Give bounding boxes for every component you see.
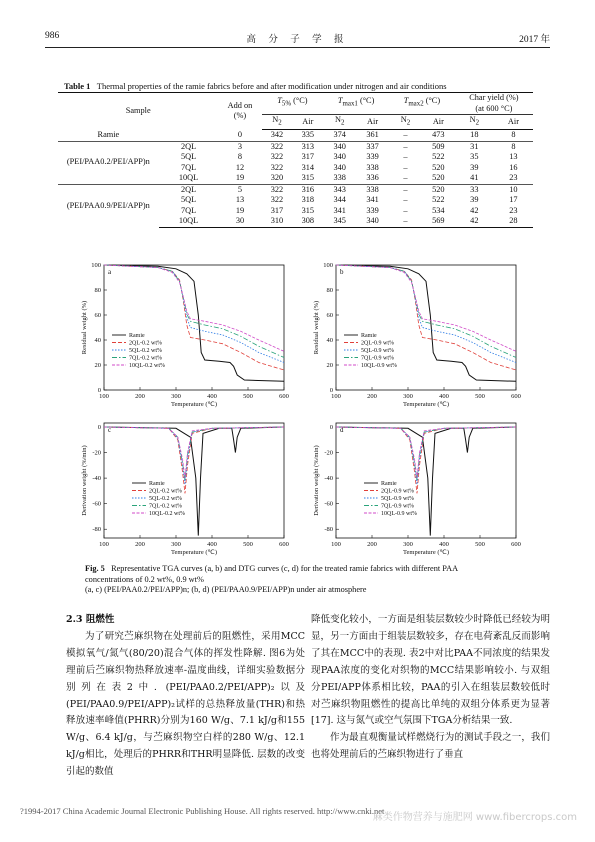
panel-letter: d xyxy=(340,426,344,434)
legend-entry: Ramie xyxy=(149,481,165,487)
x-tick-label: 600 xyxy=(279,393,289,400)
table-cell: 341 xyxy=(333,205,346,215)
table-cell: 340 xyxy=(323,141,356,152)
x-tick-label: 500 xyxy=(243,393,253,400)
table-cell: 315 xyxy=(301,173,315,183)
y-tick-label: 0 xyxy=(329,424,333,431)
table-cell: 7QL xyxy=(180,162,197,172)
table-cell: 522 xyxy=(432,195,445,205)
table-cell: 342 xyxy=(270,130,284,140)
y-axis-label: Derivation weight (%/min) xyxy=(81,445,88,516)
table-cell: 509 xyxy=(422,141,455,152)
table-cell: 39 xyxy=(470,162,479,172)
y-axis-label: Residual weight (%) xyxy=(81,300,88,355)
table-cell: 19 xyxy=(235,173,245,183)
table-cell: 520 xyxy=(432,173,445,183)
legend-entry: 10QL-0.2 wt% xyxy=(129,363,165,369)
table-cell: 41 xyxy=(470,173,479,183)
table-cell: – xyxy=(403,195,408,205)
x-tick-label: 500 xyxy=(475,393,485,400)
thermal-properties-table xyxy=(58,92,533,228)
x-tick-label: 100 xyxy=(99,541,109,548)
y-tick-label: -80 xyxy=(324,526,333,534)
y-tick-label: -60 xyxy=(92,500,101,508)
table-cell: 340 xyxy=(333,152,346,162)
panel-c xyxy=(81,423,289,556)
legend-entry: Ramie xyxy=(381,481,397,487)
running-header xyxy=(45,31,550,45)
y-tick-label: 60 xyxy=(94,312,101,319)
panel-letter: a xyxy=(108,268,112,276)
table-cell: 341 xyxy=(366,195,379,205)
table-cell: 320 xyxy=(270,173,284,183)
x-tick-label: 100 xyxy=(331,393,341,400)
table-cell: 322 xyxy=(262,141,293,152)
legend-entry: 10QL-0.9 wt% xyxy=(361,363,397,369)
table-cell: 339 xyxy=(366,205,379,215)
table-cell: 23 xyxy=(509,205,518,215)
table-cell: 5QL xyxy=(180,195,197,205)
table-cell: 10QL xyxy=(159,216,219,227)
x-axis-label: Temperature (℃) xyxy=(402,401,450,408)
table-cell: 10QL xyxy=(178,173,199,183)
table-cell: Ramie xyxy=(97,129,120,139)
table-cell: 39 xyxy=(470,195,479,205)
table-cell: 10 xyxy=(494,184,533,195)
legend-entry: 2QL-0.9 wt% xyxy=(361,340,394,347)
table-cell xyxy=(159,130,219,142)
table-cell: 317 xyxy=(270,205,284,215)
table-cell: 361 xyxy=(366,130,379,140)
table-cell: 8 xyxy=(494,141,533,152)
legend-entry: Ramie xyxy=(129,333,145,339)
year: 2017 年 xyxy=(519,35,550,45)
y-tick-label: -40 xyxy=(324,475,333,483)
table-cell: 473 xyxy=(432,130,445,140)
table-cell: 337 xyxy=(356,141,389,152)
copyright-footer: ?1994-2017 China Academic Journal Electronic Publishing House. All rights reserved. http://www.cnki.net xyxy=(20,806,385,816)
header-tmax1: $T_{max1}$ (°C) xyxy=(323,93,389,115)
legend-entry: 2QL-0.9 wt% xyxy=(381,488,414,495)
page-number: 986 xyxy=(45,31,60,41)
panel-b xyxy=(313,262,521,408)
x-tick-label: 400 xyxy=(439,541,449,548)
table-caption-text: Thermal properties of the ramie fabrics before and after modification under nitrogen and air conditions xyxy=(96,81,447,91)
x-tick-label: 400 xyxy=(439,393,449,400)
table-cell: 28 xyxy=(494,216,533,227)
table-cell: 317 xyxy=(301,152,315,162)
table-cell: 8 xyxy=(511,130,516,140)
x-tick-label: 600 xyxy=(511,393,521,400)
table-cell: 12 xyxy=(235,162,245,172)
header-rule xyxy=(45,47,550,48)
panel-letter: b xyxy=(340,268,344,276)
x-tick-label: 300 xyxy=(403,541,413,548)
table-cell: 340 xyxy=(333,162,346,172)
y-tick-label: 80 xyxy=(326,287,333,294)
x-tick-label: 200 xyxy=(135,541,145,548)
table-cell: 35 xyxy=(470,152,479,162)
table-cell: – xyxy=(403,205,408,215)
table-cell: 8 xyxy=(237,152,243,162)
figure-label: Fig. 5 xyxy=(85,564,105,573)
x-axis-label: Temperature (℃) xyxy=(402,549,450,556)
legend-entry: 7QL-0.2 wt% xyxy=(129,355,162,362)
y-tick-label: 20 xyxy=(326,362,333,369)
y-tick-label: -20 xyxy=(324,449,333,457)
table-cell: 344 xyxy=(333,195,346,205)
table-cell: 18 xyxy=(470,130,479,140)
header-char: Char yield (%) (at 600 °C) xyxy=(455,93,533,115)
table-cell: 308 xyxy=(292,216,323,227)
table-row xyxy=(58,184,533,195)
x-tick-label: 500 xyxy=(243,541,253,548)
header-add-on: Add on (%) xyxy=(218,93,261,130)
x-tick-label: 400 xyxy=(207,393,217,400)
table-cell: – xyxy=(389,216,422,227)
legend-entry: 5QL-0.9 wt% xyxy=(381,496,414,502)
x-tick-label: 100 xyxy=(99,393,109,400)
x-tick-label: 100 xyxy=(331,541,341,548)
table-header-row xyxy=(58,93,533,115)
left-paragraph: 为了研究苎麻织物在处理前后的阻燃性，采用MCC模拟氧气/氮气(80/20)混合气体的挥发性降解. 图6为处理前后苎麻织物热释放速率-温度曲线，详细实验数据分别列在表2中. (PEI/PAA0.2/PEI/APP)₂以及(PEI/PAA0.9/PEI/APP)₂试样的总热释放量(THR)和热释放速率峰值(PHRR)分别为160 W/g、7.1 kJ/g和155 W/g、6.4 kJ/g，与苎麻织物空白样的280 W/g、12.1 kJ/g相比，处理后的PHRR和THR明显降低. 层数的改变引起的数值 xyxy=(66,630,305,778)
table-body xyxy=(58,130,533,228)
y-tick-label: -80 xyxy=(92,526,101,534)
table-cell: 322 xyxy=(270,152,284,162)
table-cell: 3 xyxy=(218,141,261,152)
table-cell: – xyxy=(389,184,422,195)
figure-caption-line2: concentrations of 0.2 wt%, 0.9 wt% xyxy=(85,574,204,584)
table-cell: 315 xyxy=(301,205,315,215)
y-tick-label: 100 xyxy=(323,262,333,269)
x-tick-label: 300 xyxy=(171,393,181,400)
table-cell: 19 xyxy=(235,205,245,215)
panel-letter: c xyxy=(108,426,112,434)
y-tick-label: 80 xyxy=(94,287,101,294)
table-label: Table 1 xyxy=(64,81,91,91)
y-axis-label: Residual weight (%) xyxy=(313,300,320,355)
y-tick-label: -20 xyxy=(92,449,101,457)
x-tick-label: 300 xyxy=(171,541,181,548)
table-cell: 314 xyxy=(301,162,315,172)
legend-entry: 2QL-0.2 wt% xyxy=(149,488,182,495)
legend-entry: Ramie xyxy=(361,333,377,339)
y-tick-label: 40 xyxy=(94,337,101,344)
journal-name: 高 分 子 学 报 xyxy=(246,35,349,45)
table-cell: 338 xyxy=(356,184,389,195)
table-cell: 2QL xyxy=(159,184,219,195)
table-cell: 5QL xyxy=(180,152,197,162)
x-tick-label: 400 xyxy=(207,541,217,548)
figure-caption-line1: Representative TGA curves (a, b) and DTG curves (c, d) for the treated ramie fabrics with different PAA xyxy=(111,564,459,573)
table-cell: 520 xyxy=(422,184,455,195)
table-cell: 522 xyxy=(432,152,445,162)
y-tick-label: -40 xyxy=(92,475,101,483)
legend-entry: 5QL-0.2 wt% xyxy=(129,348,162,354)
left-column xyxy=(66,612,305,781)
table-row xyxy=(58,130,533,142)
table-cell: 316 xyxy=(292,184,323,195)
table-cell: 534 xyxy=(432,205,445,215)
group-label: (PEI/PAA0.2/PEI/APP)n xyxy=(58,141,159,184)
y-tick-label: 20 xyxy=(94,362,101,369)
table-cell: 322 xyxy=(270,162,284,172)
legend-entry: 10QL-0.9 wt% xyxy=(381,511,417,517)
table-cell: 336 xyxy=(366,173,379,183)
table-cell: 520 xyxy=(432,162,445,172)
table-cell: 338 xyxy=(333,173,346,183)
table-cell: 569 xyxy=(422,216,455,227)
table-cell: 343 xyxy=(323,184,356,195)
table-cell: 322 xyxy=(262,184,293,195)
table-cell: 17 xyxy=(509,195,518,205)
right-paragraph: 降低变化较小，一方面是组装层数较少时降低已经较为明显，另一方面由于组装层数较多，存在电荷紊乱反而影响了其在MCC中的表现. 表2中对比PAA不同浓度的结果发现PAA浓度的变化对织物的MCC结果影响较小. 与双组分PEI/APP体系相比较，PAA的引入在组装层数较低时对苎麻织物阻燃性的提高比单纯的双组分体系更为显著[17]. 这与氮气或空气氛围下TGA分析结果一致. xyxy=(311,614,550,727)
x-tick-label: 600 xyxy=(511,541,521,548)
figure-caption-line3: (a, c) (PEI/PAA0.2/PEI/APP)n; (b, d) (PEI/PAA0.9/PEI/APP)n under air atmosphere xyxy=(85,585,367,594)
figure-caption xyxy=(85,564,525,596)
table-cell: 13 xyxy=(235,195,245,205)
table-cell: 318 xyxy=(301,195,315,205)
y-tick-label: 0 xyxy=(97,424,101,431)
header-t5: $T_{5\%}$ (°C) xyxy=(262,93,324,115)
header-sample: Sample xyxy=(58,93,218,130)
section-heading: 2.3 阻燃性 xyxy=(66,614,115,625)
table-cell: 33 xyxy=(455,184,494,195)
y-axis-label: Derivation weight (%/min) xyxy=(313,445,320,516)
table-cell: 345 xyxy=(323,216,356,227)
table-cell: 338 xyxy=(366,162,379,172)
right-paragraph-2: 作为最直观衡量试样燃烧行为的测试手段之一，我们也将处理前后的苎麻织物进行了垂直 xyxy=(311,732,550,761)
table-cell: 16 xyxy=(509,162,518,172)
table-caption xyxy=(64,81,544,91)
table-cell: – xyxy=(403,152,408,162)
legend-entry: 5QL-0.2 wt% xyxy=(149,496,182,502)
y-tick-label: -60 xyxy=(324,500,333,508)
table-subheader-row: $N_2$ Air $N_2$ Air $N_2$ Air $N_2$ Air xyxy=(58,115,533,130)
table-cell: – xyxy=(403,162,408,172)
legend-entry: 2QL-0.2 wt% xyxy=(129,340,162,347)
right-column xyxy=(311,612,550,764)
header-tmax2: $T_{max2}$ (°C) xyxy=(389,93,455,115)
x-tick-label: 600 xyxy=(279,541,289,548)
figure-5 xyxy=(60,255,540,560)
x-tick-label: 200 xyxy=(367,393,377,400)
x-axis-label: Temperature (℃) xyxy=(170,401,218,408)
x-axis-label: Temperature (℃) xyxy=(170,549,218,556)
table-cell: 23 xyxy=(509,173,518,183)
table-cell: 42 xyxy=(455,216,494,227)
table-cell: 313 xyxy=(292,141,323,152)
table-cell: 339 xyxy=(366,152,379,162)
legend-entry: 7QL-0.2 wt% xyxy=(149,503,182,510)
table-cell: 7QL xyxy=(180,205,197,215)
table-cell: 42 xyxy=(470,205,479,215)
table-cell: 335 xyxy=(301,130,315,140)
x-tick-label: 500 xyxy=(475,541,485,548)
panel-d xyxy=(313,423,521,556)
table-cell: – xyxy=(389,141,422,152)
y-tick-label: 60 xyxy=(326,312,333,319)
table-cell: 0 xyxy=(237,129,243,139)
y-tick-label: 40 xyxy=(326,337,333,344)
table-cell: 2QL xyxy=(159,141,219,152)
table-cell: – xyxy=(403,173,408,183)
table-cell: 31 xyxy=(455,141,494,152)
group-label: (PEI/PAA0.9/PEI/APP)n xyxy=(58,184,159,227)
table-row xyxy=(58,141,533,152)
legend-entry: 7QL-0.9 wt% xyxy=(361,355,394,362)
x-tick-label: 200 xyxy=(367,541,377,548)
legend-entry: 5QL-0.9 wt% xyxy=(361,348,394,354)
table-cell: 13 xyxy=(509,152,518,162)
y-tick-label: 0 xyxy=(97,387,101,394)
table-cell: 5 xyxy=(218,184,261,195)
table-cell: – xyxy=(403,130,408,140)
table-cell: 374 xyxy=(333,130,346,140)
legend-entry: 10QL-0.2 wt% xyxy=(149,511,185,517)
table-cell: 30 xyxy=(218,216,261,227)
table-cell: 322 xyxy=(270,195,284,205)
table-cell: 310 xyxy=(262,216,293,227)
legend-entry: 7QL-0.9 wt% xyxy=(381,503,414,510)
y-tick-label: 0 xyxy=(329,387,333,394)
panel-a xyxy=(81,262,289,408)
x-tick-label: 300 xyxy=(403,393,413,400)
x-tick-label: 200 xyxy=(135,393,145,400)
y-tick-label: 100 xyxy=(91,262,101,269)
table-cell: 340 xyxy=(356,216,389,227)
watermark: 麻类作物营养与施肥网 www.fibercrops.com xyxy=(372,812,577,823)
